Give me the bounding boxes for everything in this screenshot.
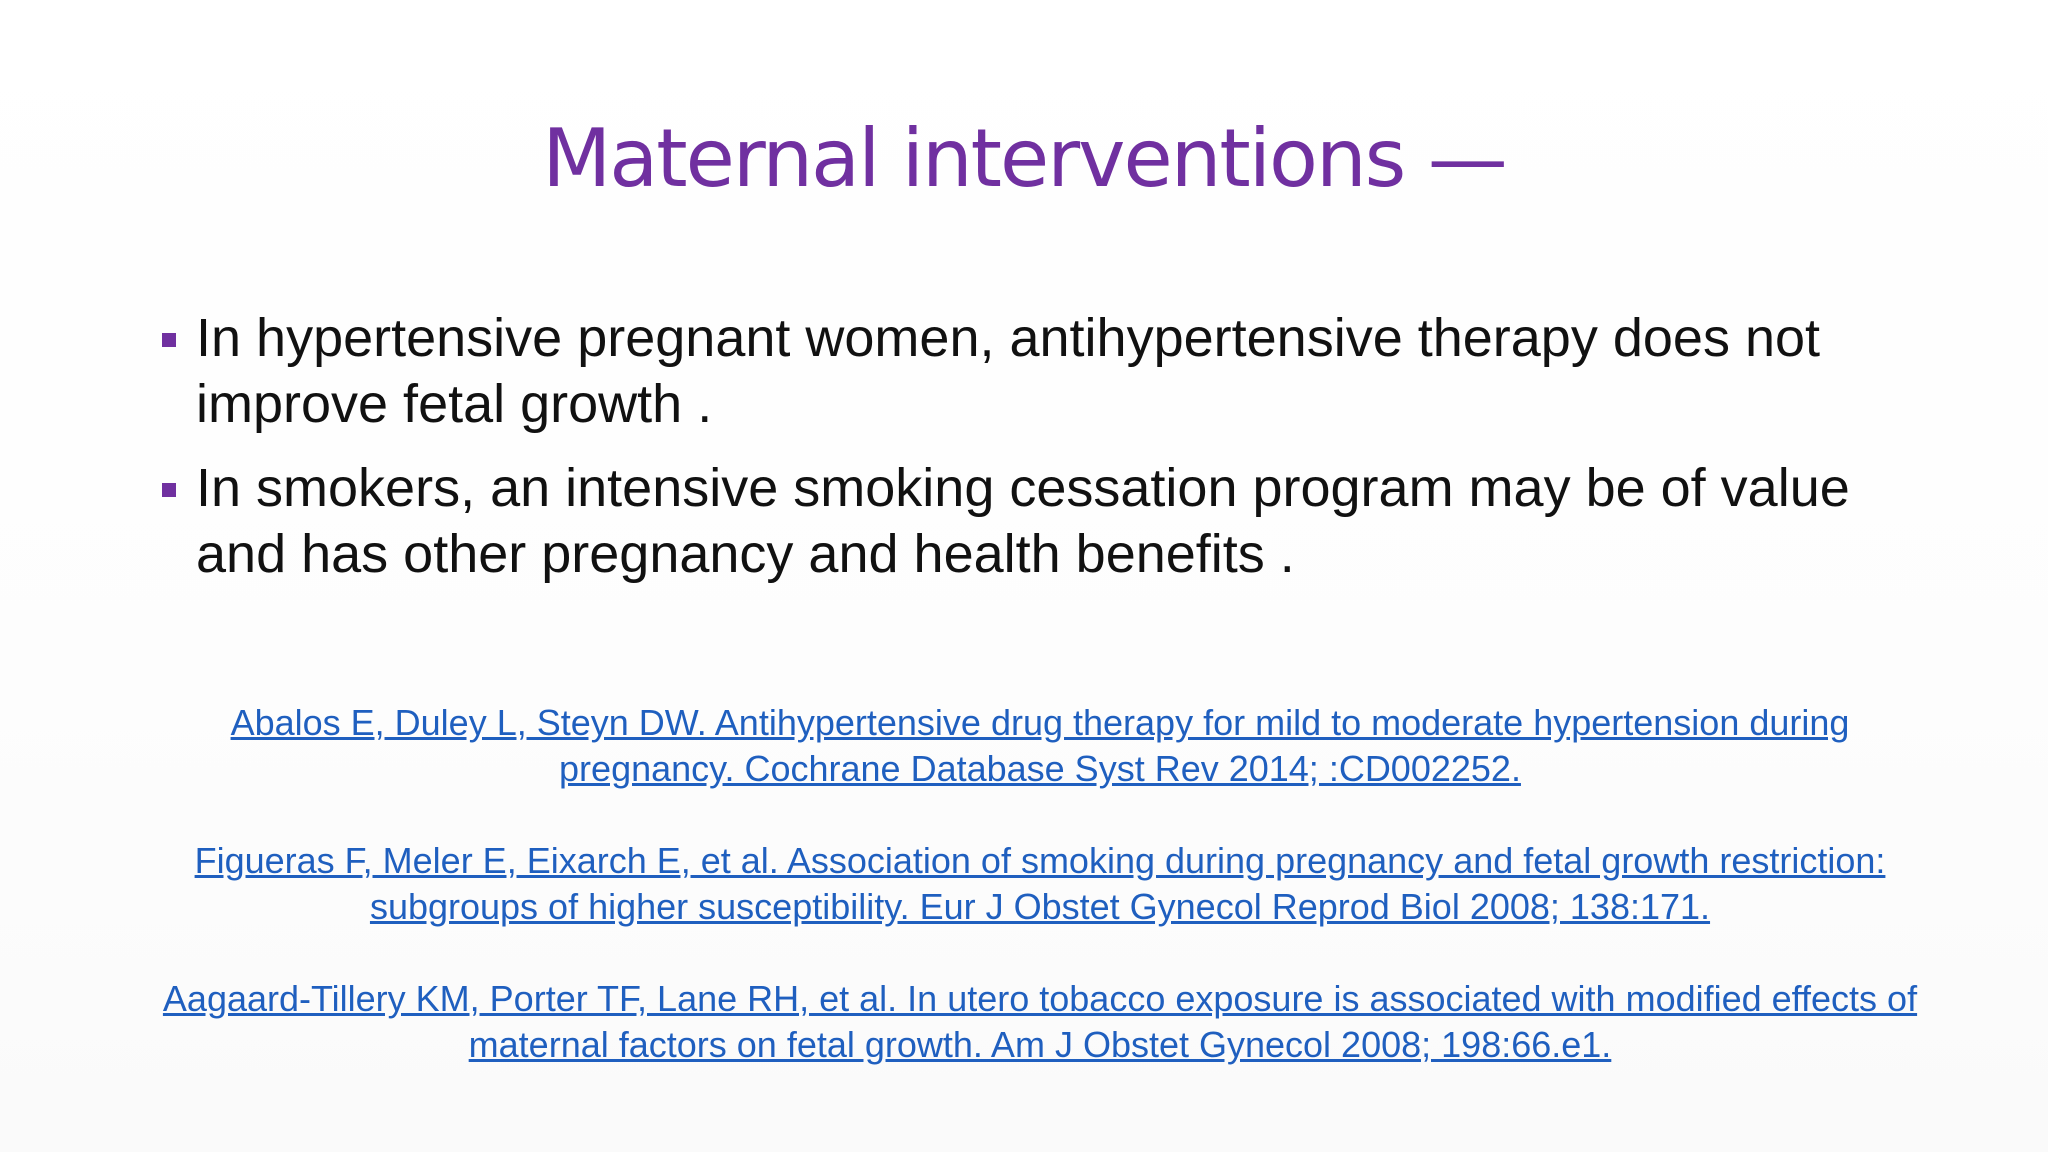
- bullet-text: In smokers, an intensive smoking cessation program may be of value and has other pregnancy and health benefits .: [196, 458, 1850, 584]
- square-bullet-icon: [162, 483, 176, 497]
- reference-link-aagaard-tillery[interactable]: Aagaard-Tillery KM, Porter TF, Lane RH, et al. In utero tobacco exposure is associated with modified effects of maternal factors on fetal growth. Am J Obstet Gynecol 2008; 198:66.e1.: [162, 978, 1918, 1065]
- bullet-list: [160, 305, 1920, 605]
- square-bullet-icon: [162, 333, 176, 347]
- bullet-item: [160, 455, 1920, 587]
- reference-link-figueras[interactable]: Figueras F, Meler E, Eixarch E, et al. Association of smoking during pregnancy and fetal growth restriction: subgroups of higher susceptibility. Eur J Obstet Gynecol Reprod Biol 2008; 138:171.: [194, 840, 1886, 927]
- bullet-text: In hypertensive pregnant women, antihypertensive therapy does not improve fetal growth .: [196, 308, 1821, 434]
- bullet-item: [160, 305, 1920, 437]
- reference-link-abalos[interactable]: Abalos E, Duley L, Steyn DW. Antihypertensive drug therapy for mild to moderate hypertension during pregnancy. Cochrane Database Syst Rev 2014; :CD002252.: [230, 702, 1850, 789]
- slide-title: Maternal interventions —: [542, 112, 1506, 205]
- references: [150, 700, 1930, 1114]
